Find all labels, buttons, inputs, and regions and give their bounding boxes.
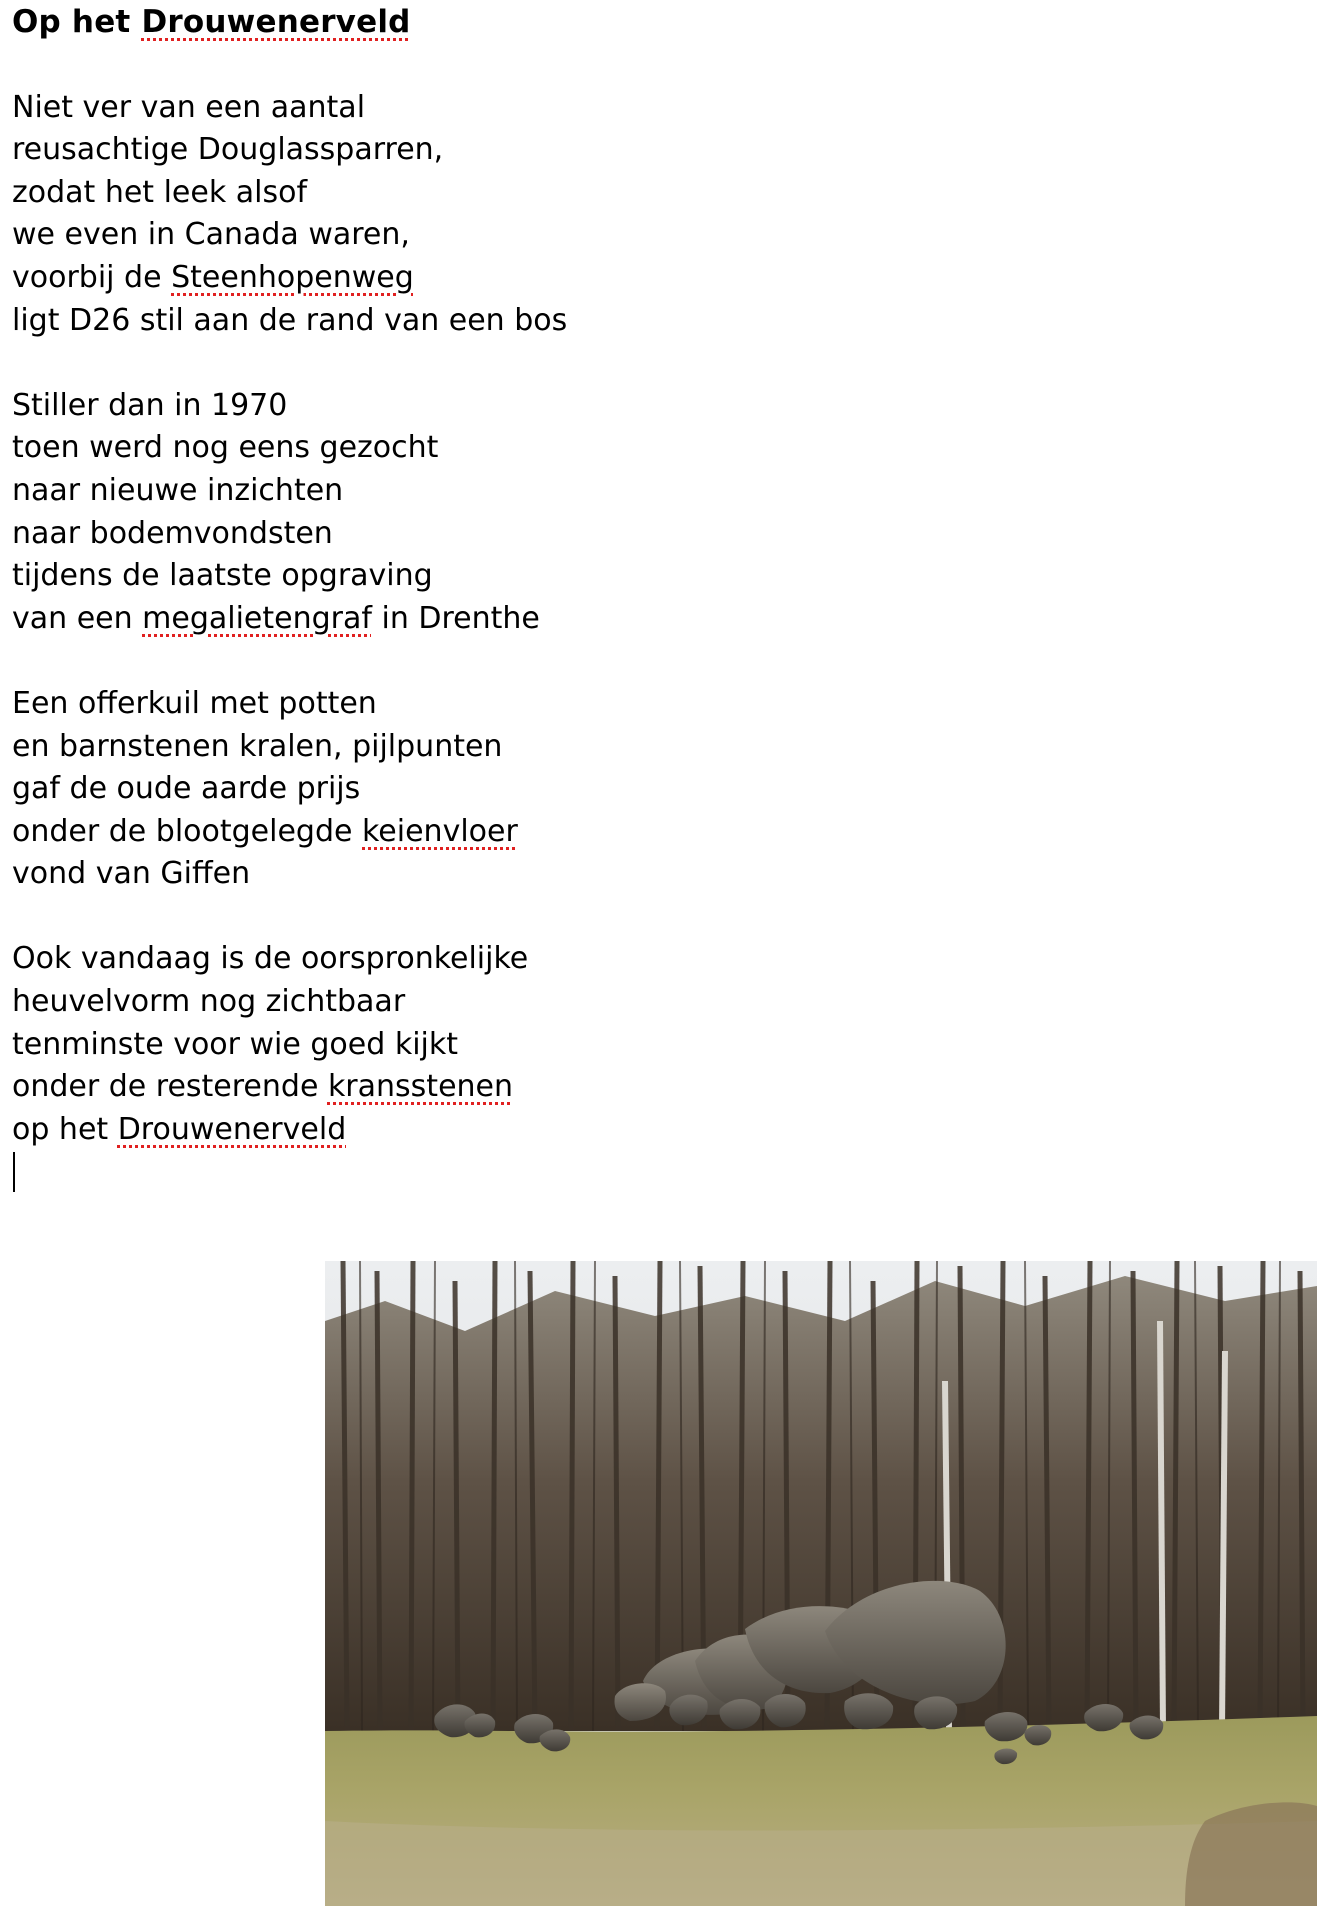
poem-line: we even in Canada waren,: [12, 217, 410, 253]
dolmen-photo-illustration: [325, 1261, 1317, 1906]
poem-line: Ook vandaag is de oorspronkelijke: [12, 941, 529, 977]
poem-line: Niet ver van een aantal: [12, 89, 366, 125]
blank-line: [12, 44, 912, 87]
line-text: onder de resterende: [12, 1069, 328, 1105]
poem-line: en barnstenen kralen, pijlpunten: [12, 728, 503, 764]
line-text: op het: [12, 1111, 118, 1147]
dolmen-photo[interactable]: [325, 1261, 1317, 1906]
poem-line: [12, 257, 912, 300]
document-body[interactable]: [12, 0, 912, 1151]
line-text: voorbij de: [12, 259, 172, 295]
poem-line: heuvelvorm nog zichtbaar: [12, 984, 406, 1020]
misspelled-word[interactable]: megalietengraf: [142, 600, 372, 636]
poem-line: Een offerkuil met potten: [12, 685, 377, 721]
poem-title: [12, 0, 912, 44]
poem-line: [12, 1066, 912, 1109]
blank-line: [12, 640, 912, 683]
poem-line: [12, 598, 912, 641]
blank-line: [12, 342, 912, 385]
line-text: van een: [12, 600, 143, 636]
title-prefix: Op het: [12, 4, 142, 40]
text-cursor: [13, 1152, 15, 1192]
poem-line: [12, 811, 912, 854]
blank-line: [12, 896, 912, 939]
misspelled-word[interactable]: Steenhopenweg: [171, 259, 414, 295]
poem-line: gaf de oude aarde prijs: [12, 771, 361, 807]
poem-line: reusachtige Douglassparren,: [12, 132, 444, 168]
misspelled-word[interactable]: Drouwenerveld: [117, 1111, 347, 1147]
poem-line: tijdens de laatste opgraving: [12, 558, 433, 594]
poem-line: toen werd nog eens gezocht: [12, 430, 439, 466]
misspelled-word[interactable]: Drouwenerveld: [141, 4, 411, 40]
poem-line: vond van Giffen: [12, 856, 251, 892]
poem-line: naar nieuwe inzichten: [12, 472, 344, 508]
poem-line: zodat het leek alsof: [12, 174, 308, 210]
poem-line: ligt D26 stil aan de rand van een bos: [12, 302, 568, 338]
misspelled-word[interactable]: kransstenen: [327, 1069, 514, 1105]
misspelled-word[interactable]: keienvloer: [362, 813, 518, 849]
poem-line: naar bodemvondsten: [12, 515, 333, 551]
line-text: onder de blootgelegde: [12, 813, 362, 849]
line-text: in Drenthe: [371, 600, 540, 636]
poem-line: tenminste voor wie goed kijkt: [12, 1026, 459, 1062]
poem-line: [12, 1109, 912, 1152]
poem-line: Stiller dan in 1970: [12, 387, 288, 423]
